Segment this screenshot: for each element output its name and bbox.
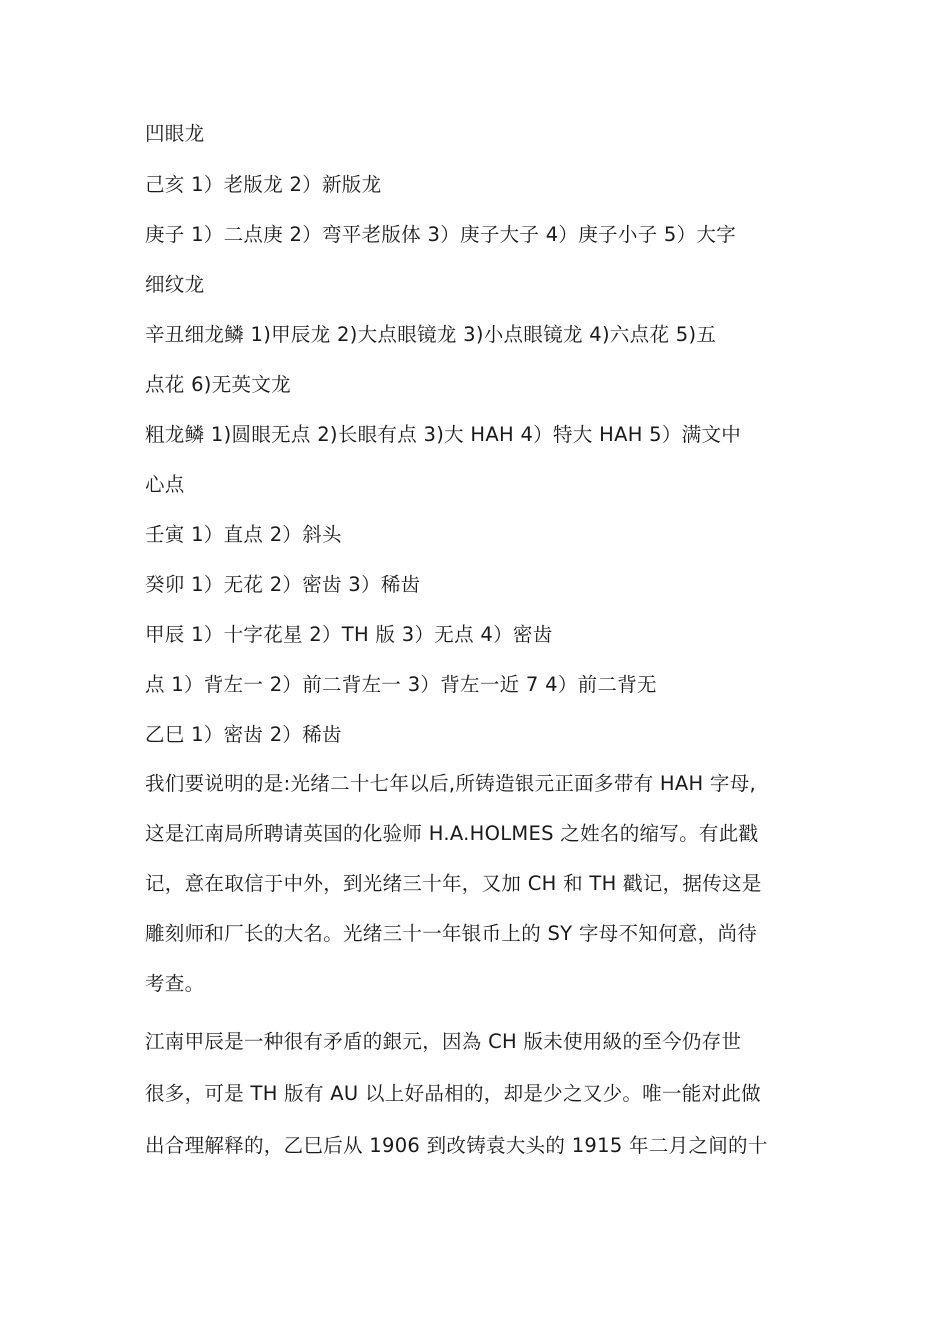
text-line: 乙巳 1）密齿 2）稀齿 (145, 723, 342, 746)
text-line: 癸卯 1）无花 2）密齿 3）稀齿 (145, 573, 421, 596)
text-line: 细纹龙 (145, 273, 205, 296)
text-line: 出合理解释的，乙巳后从 1906 到改铸袁大头的 1915 年二月之间的十 (145, 1134, 768, 1157)
text-line: 我们要说明的是:光绪二十七年以后,所铸造银元正面多带有 HAH 字母, (145, 772, 757, 795)
text-line: 江南甲辰是一种很有矛盾的銀元，因為 CH 版未使用級的至今仍存世 (145, 1030, 742, 1053)
text-line: 凹眼龙 (145, 122, 205, 145)
text-line: 辛丑细龙鳞 1)甲辰龙 2)大点眼镜龙 3)小点眼镜龙 4)六点花 5)五 (145, 323, 717, 346)
text-line: 记，意在取信于中外，到光绪三十年，又加 CH 和 TH 戳记，据传这是 (145, 872, 762, 895)
text-line: 点 1）背左一 2）前二背左一 3）背左一近 7 4）前二背无 (145, 673, 657, 696)
text-line: 点花 6)无英文龙 (145, 373, 291, 396)
text-line: 甲辰 1）十字花星 2）TH 版 3）无点 4）密齿 (145, 623, 553, 646)
text-line: 粗龙鳞 1)圆眼无点 2)长眼有点 3)大 HAH 4）特大 HAH 5）满文中 (145, 423, 742, 446)
text-line: 考查。 (145, 972, 205, 995)
text-line: 己亥 1）老版龙 2）新版龙 (145, 173, 382, 196)
text-line: 庚子 1）二点庚 2）弯平老版体 3）庚子大子 4）庚子小子 5）大字 (145, 223, 737, 246)
text-line: 心点 (145, 473, 185, 496)
text-line: 壬寅 1）直点 2）斜头 (145, 523, 342, 546)
text-line: 这是江南局所聘请英国的化验师 H.A.HOLMES 之姓名的缩写。有此戳 (145, 822, 759, 845)
text-line: 雕刻师和厂长的大名。光绪三十一年银币上的 SY 字母不知何意，尚待 (145, 922, 758, 945)
text-line: 很多，可是 TH 版有 AU 以上好品相的，却是少之又少。唯一能对此做 (145, 1082, 761, 1105)
